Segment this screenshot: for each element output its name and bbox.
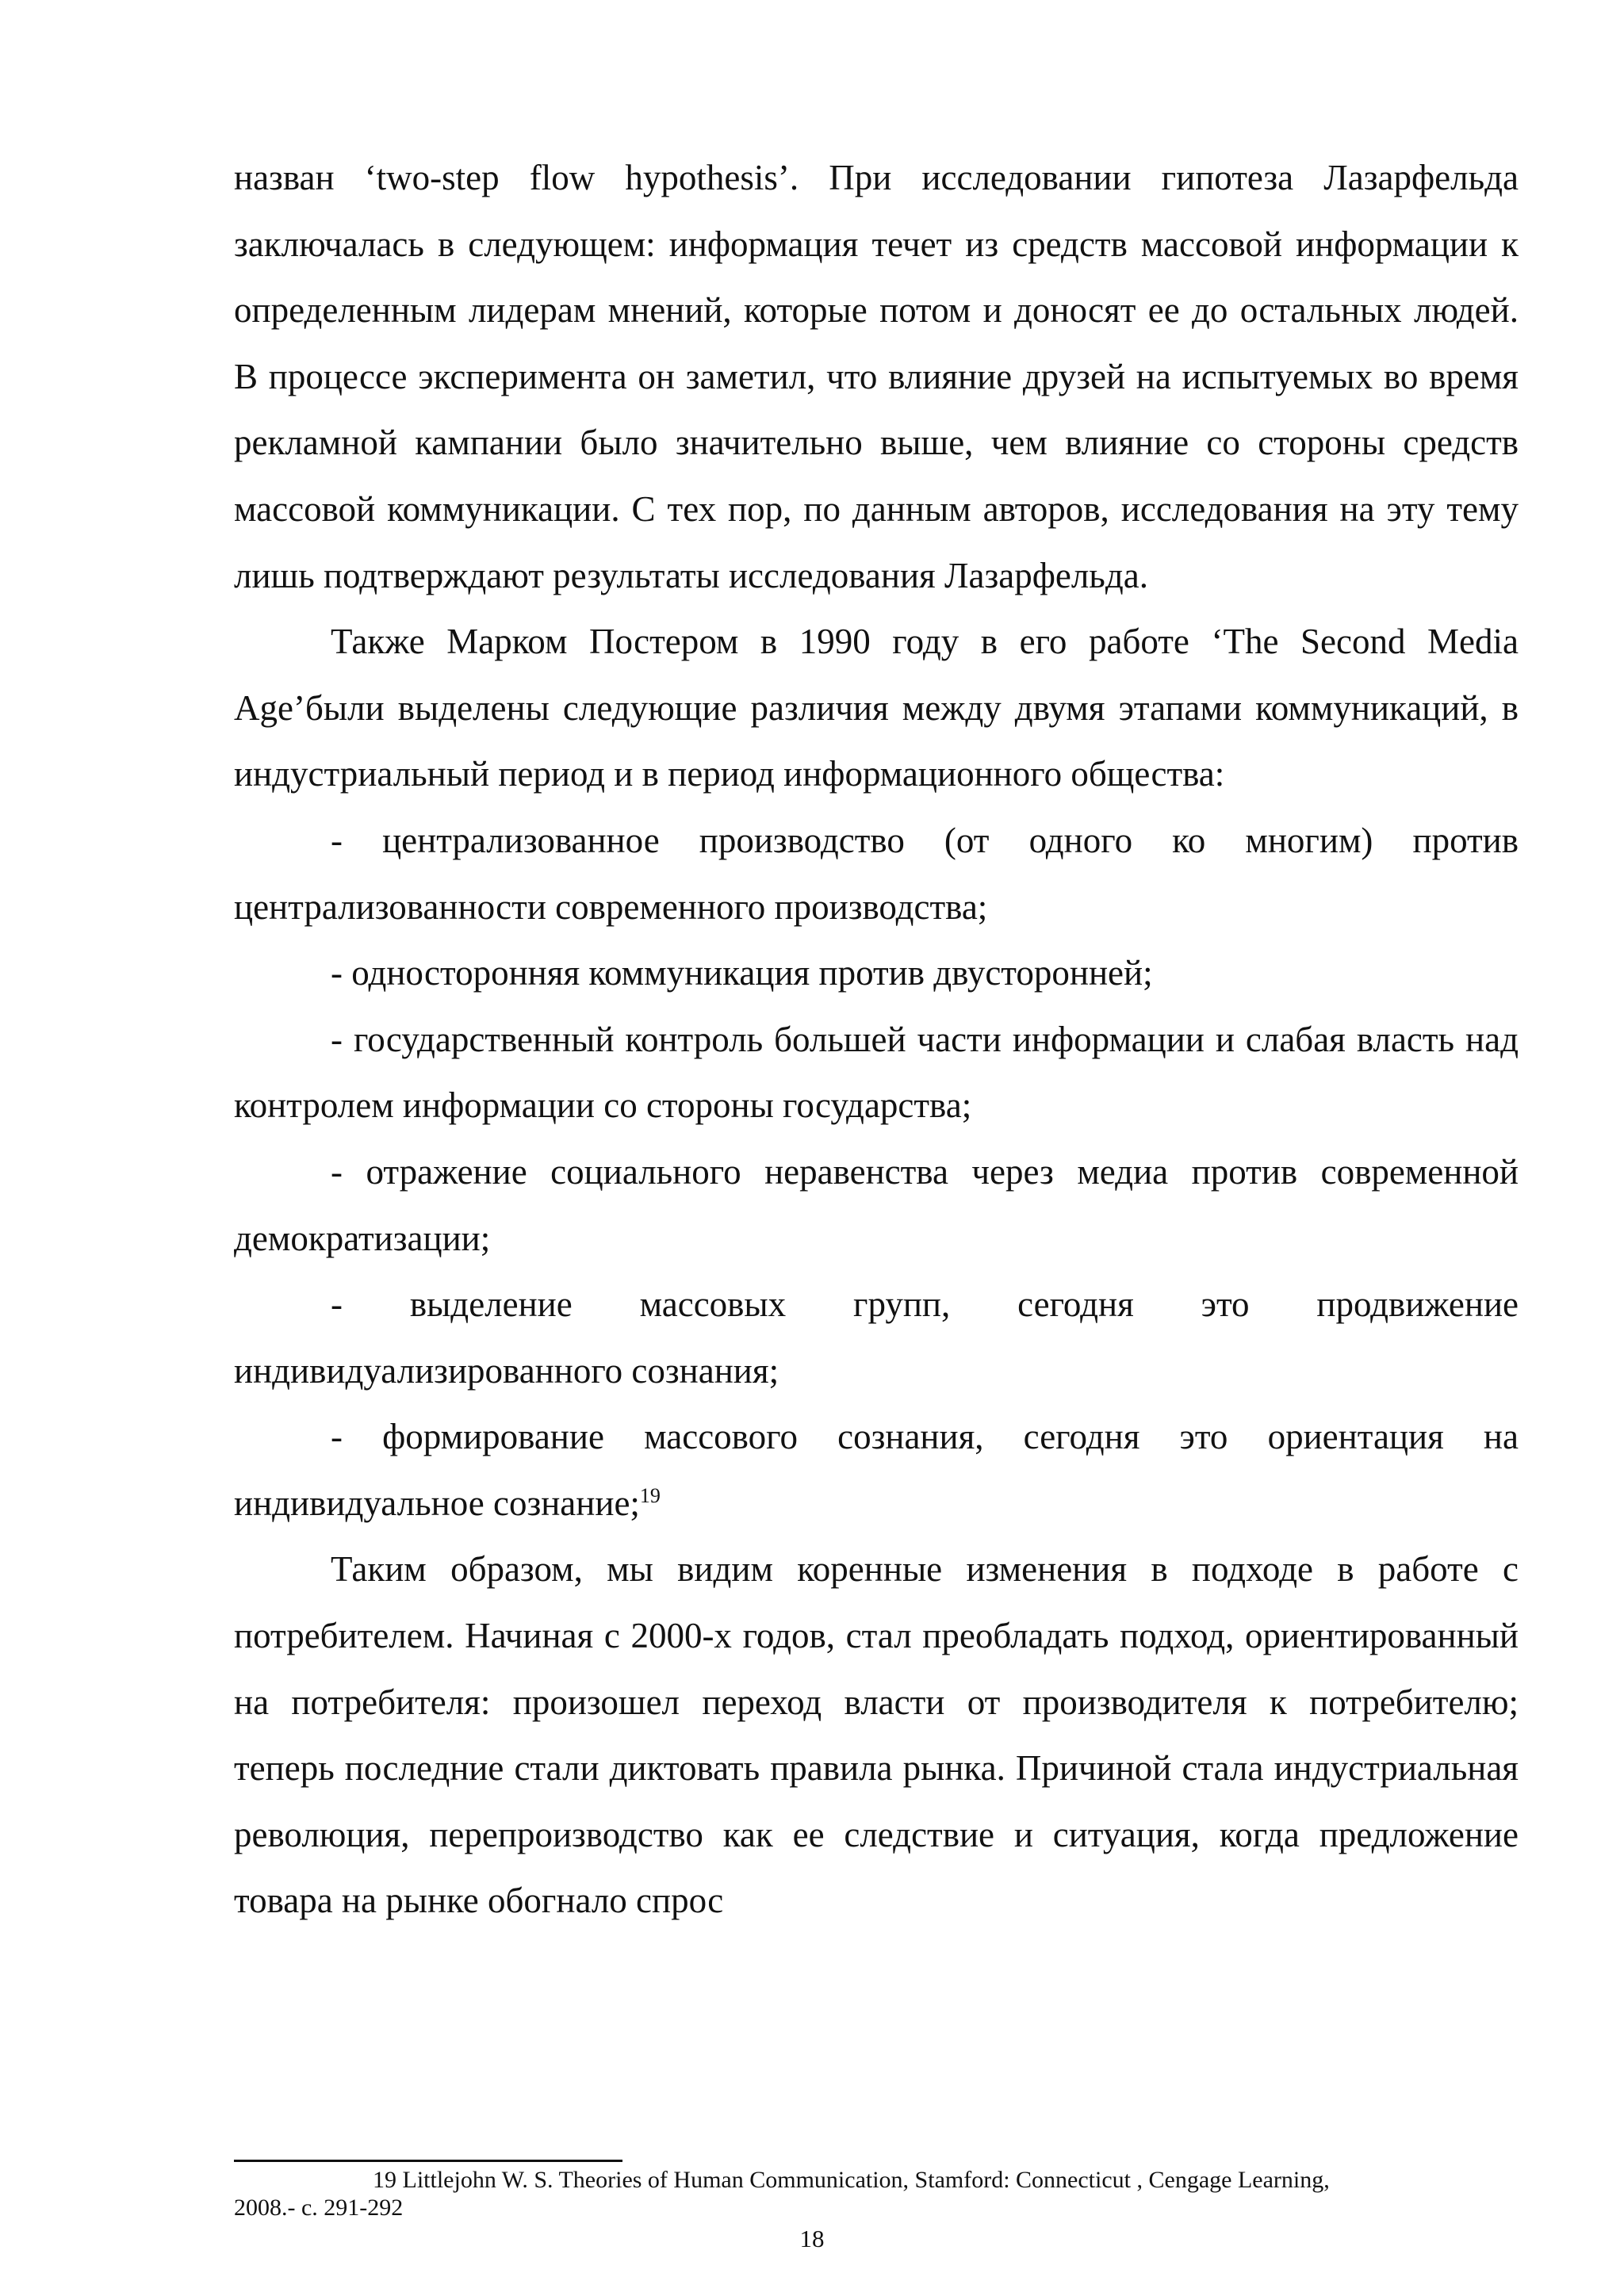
list-item-one-way-communication: - односторонняя коммуникация против двусторонней; (331, 953, 1153, 993)
list-item-state-control: - государственный контроль большей части информации и слабая власть над контролем информации со стороны государства; (234, 1019, 1519, 1126)
footnote (234, 2166, 1519, 2221)
footnote-separator (234, 2160, 622, 2162)
paragraph-lazarsfeld: назван ‘two-step flow hypothesis’. При исследовании гипотеза Лазарфельда заключалась в следующем: информация течет из средств массовой информации к определенным лидерам мнений, которые потом и доносят ее до остальных людей. В процессе эксперимента он заметил, что влияние друзей на испытуемых во время рекламной кампании было значительно выше, чем влияние со стороны средств массовой коммуникации. С тех пор, по данным авторов, исследования на эту тему лишь подтверждают результаты исследования Лазарфельда. (234, 158, 1519, 595)
list-item-mass-groups: - выделение массовых групп, сегодня это продвижение индивидуализированного сознания; (234, 1284, 1519, 1391)
footnote-line-1: 19 Littlejohn W. S. Theories of Human Communication, Stamford: Connecticut , Cengage Learning, (373, 2167, 1330, 2193)
list-item-mass-consciousness (234, 1404, 1519, 1536)
footnote-line-2: 2008.- с. 291-292 (234, 2195, 404, 2221)
page-number: 18 (799, 2225, 825, 2252)
list-item-social-inequality: - отражение социального неравенства через медиа против современной демократизации; (234, 1151, 1519, 1258)
body-text (234, 145, 1519, 1934)
footnote-reference[interactable]: 19 (639, 1483, 661, 1507)
list-item-centralized-production: - централизованное производство (от одного ко многим) против централизованности современного производства; (234, 820, 1519, 927)
list-item-mass-consciousness-text: - формирование массового сознания, сегодня это ориентация на индивидуальное сознание; (234, 1417, 1519, 1523)
paragraph-conclusion: Таким образом, мы видим коренные изменения в подходе в работе с потребителем. Начиная с 2000-х годов, стал преобладать подход, ориентированный на потребителя: произошел переход власти от производителя к потребителю; теперь последние стали диктовать правила рынка. Причиной стала индустриальная революция, перепроизводство как ее следствие и ситуация, когда предложение товара на рынке обогнало спрос (234, 1549, 1519, 1921)
paragraph-poster-intro: Также Марком Постером в 1990 году в его работе ‘The Second Media Age’были выделены следующие различия между двумя этапами коммуникаций, в индустриальный период и в период информационного общества: (234, 622, 1519, 794)
